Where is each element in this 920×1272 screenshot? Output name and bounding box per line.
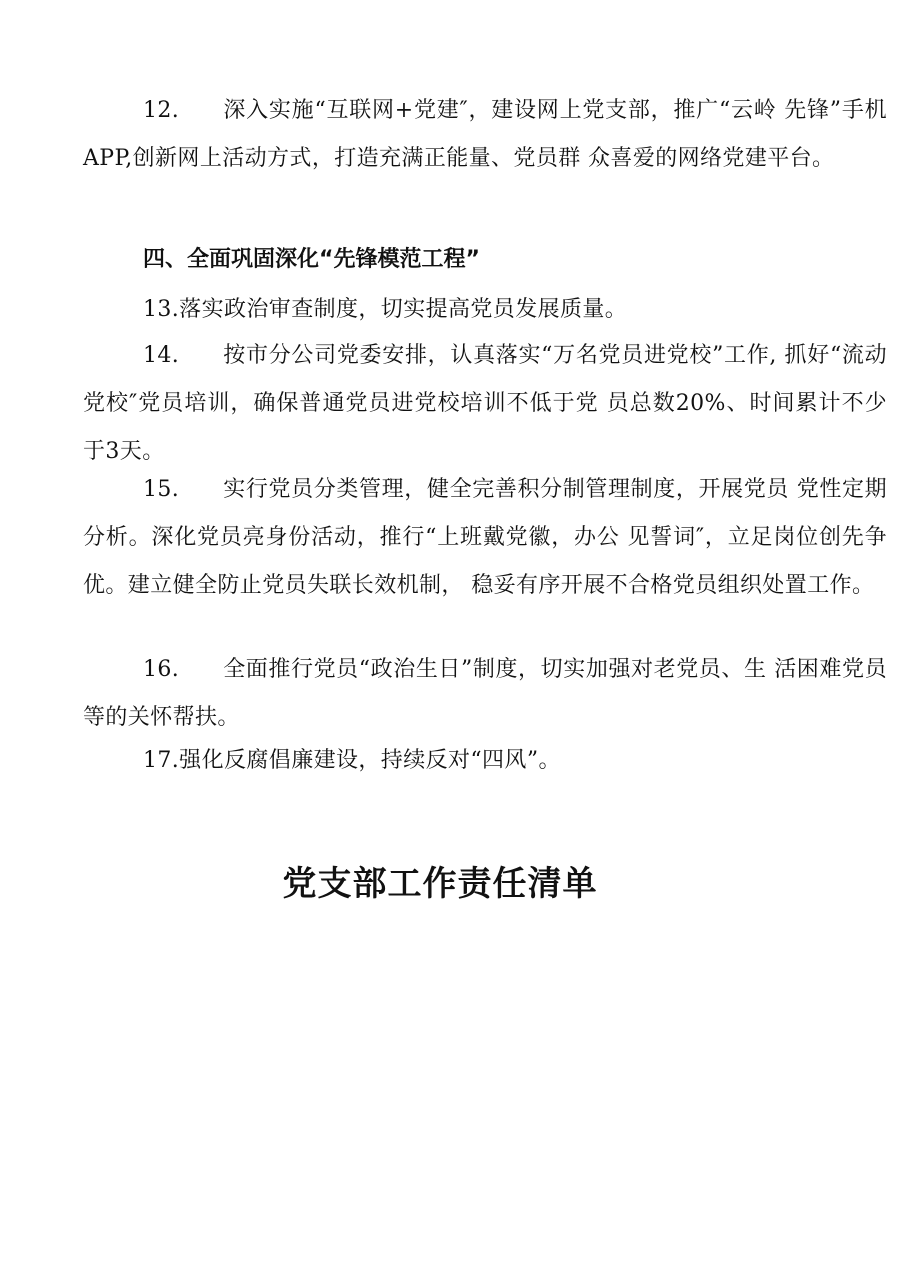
- item-number: 16.: [143, 657, 180, 682]
- section-heading: 四、全面巩固深化“先锋模范工程”: [143, 247, 480, 272]
- item-text: 深入实施“互联网+党建″，建设网上党支部，推广“云岭 先锋”手机APP,创新网上活动方式，打造充满正能量、党员群 众喜爱的网络党建平台。: [83, 98, 887, 171]
- item-text: 实行党员分类管理，健全完善积分制管理制度，开展党员 党性定期分析。深化党员亮身份活动，推行“上班戴党徽，办公 见誓词″，立足岗位创先争优。建立健全防止党员失联长效机制， 稳妥有序开展不合格党员组织处置工作。: [83, 477, 887, 598]
- paragraph-item-14: [83, 332, 887, 476]
- paragraph-item-12: [83, 87, 887, 183]
- item-text: 全面推行党员“政治生日”制度，切实加强对老党员、生 活困难党员等的关怀帮扶。: [83, 657, 887, 730]
- item-text: 按市分公司党委安排，认真落实“万名党员进党校”工作, 抓好“流动党校″党员培训，确保普通党员进党校培训不低于党 员总数20%、时间累计不少于3天。: [83, 343, 887, 464]
- item-number: 14.: [143, 343, 180, 368]
- paragraph-item-13: 13.落实政治审查制度，切实提高党员发展质量。: [143, 297, 628, 322]
- section-title: 党支部工作责任清单: [282, 864, 598, 904]
- paragraph-item-16: [83, 646, 887, 742]
- item-number: 12.: [143, 98, 180, 123]
- paragraph-item-15: [83, 466, 887, 610]
- item-number: 15.: [143, 477, 180, 502]
- paragraph-item-17: 17.强化反腐倡廉建设，持续反对“四风”。: [143, 748, 561, 773]
